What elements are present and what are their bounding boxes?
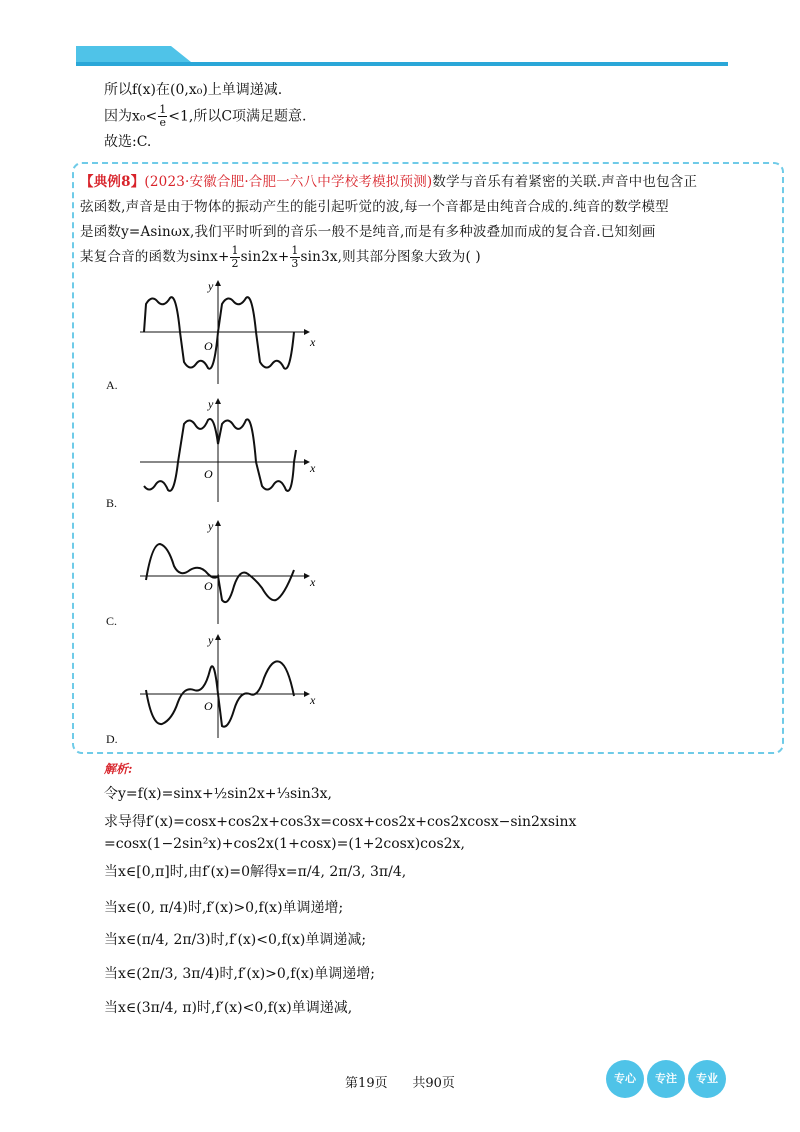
analysis-line-3: =cosx(1−2sin²x)+cos2x(1+cosx)=(1+2cosx)cos2x, [104, 836, 465, 852]
text-line-2: 因为x₀< $\frac{1}{e}$ <1,所以C项满足题意. [104, 103, 307, 129]
text-line-1: 所以f(x)在(0,x₀)上单调递减. [104, 82, 283, 98]
analysis-line-2: 求导得f′(x)=cosx+cos2x+cos3x=cosx+cos2x+cos2xcosx−sin2xsinx [104, 814, 577, 830]
analysis-line-4: 当x∈[0,π]时,由f′(x)=0解得x=π/4, 2π/3, 3π/4, [104, 864, 407, 880]
question-text: 【典例8】(2023·安徽合肥·合肥一六八中学校考模拟预测)数学与音乐有着紧密的关联.声音中也包含正 弦函数,声音是由于物体的振动产生的能引起听觉的波,每一个音都是由纯音合成的.纯音的数学模型 是函数y=Asinωx,我们平时听到的音乐一般不是纯音,而是有多种波叠加而成的复合音.已知刻画 某复合音的函数为sinx+ $\frac{1}{2}$ sin2x+ $\frac{1}{3}$ sin3x,则其部分图象大致为( ) [80, 174, 698, 270]
badge-3: 专业 [688, 1060, 726, 1098]
fraction-1-over-e: $\frac{1}{e}$ [159, 103, 167, 129]
analysis-line-1: 令y=f(x)=sinx+½sin2x+⅓sin3x, [104, 786, 332, 802]
svg-text:O: O [204, 467, 213, 481]
option-d-label: D. [106, 732, 118, 746]
analysis-line-5: 当x∈(0, π/4)时,f′(x)>0,f(x)单调递增; [104, 900, 344, 916]
svg-text:y: y [208, 519, 214, 533]
badge-1: 专心 [606, 1060, 644, 1098]
badge-group [606, 1060, 729, 1098]
page-number: 第19页 [345, 1076, 388, 1091]
svg-text:x: x [310, 575, 316, 589]
graph-b [134, 394, 324, 506]
analysis-line-8: 当x∈(3π/4, π)时,f′(x)<0,f(x)单调递减, [104, 1000, 353, 1016]
page-total: 共90页 [412, 1076, 455, 1091]
option-a-label: A. [106, 378, 118, 392]
option-b-label: B. [106, 496, 118, 510]
svg-text:y: y [208, 397, 214, 411]
header-bar [76, 46, 728, 68]
svg-text:x: x [310, 335, 316, 349]
svg-text:y: y [208, 633, 214, 647]
graph-d [134, 630, 324, 742]
option-c-label: C. [106, 614, 118, 628]
example-tag: 【典例8】 [80, 174, 145, 190]
svg-text:O: O [204, 339, 213, 353]
graph-c [134, 516, 324, 628]
svg-text:x: x [310, 461, 316, 475]
svg-text:x: x [310, 693, 316, 707]
badge-2: 专注 [647, 1060, 685, 1098]
svg-text:O: O [204, 699, 213, 713]
graph-a [134, 276, 324, 388]
analysis-tag: 解析: [104, 762, 133, 776]
text-line-3: 故选:C. [104, 134, 152, 150]
svg-text:y: y [208, 279, 214, 293]
analysis-line-7: 当x∈(2π/3, 3π/4)时,f′(x)>0,f(x)单调递增; [104, 966, 375, 982]
question-source: (2023·安徽合肥·合肥一六八中学校考模拟预测) [144, 174, 433, 190]
analysis-line-6: 当x∈(π/4, 2π/3)时,f′(x)<0,f(x)单调递减; [104, 932, 367, 948]
svg-text:O: O [204, 579, 213, 593]
